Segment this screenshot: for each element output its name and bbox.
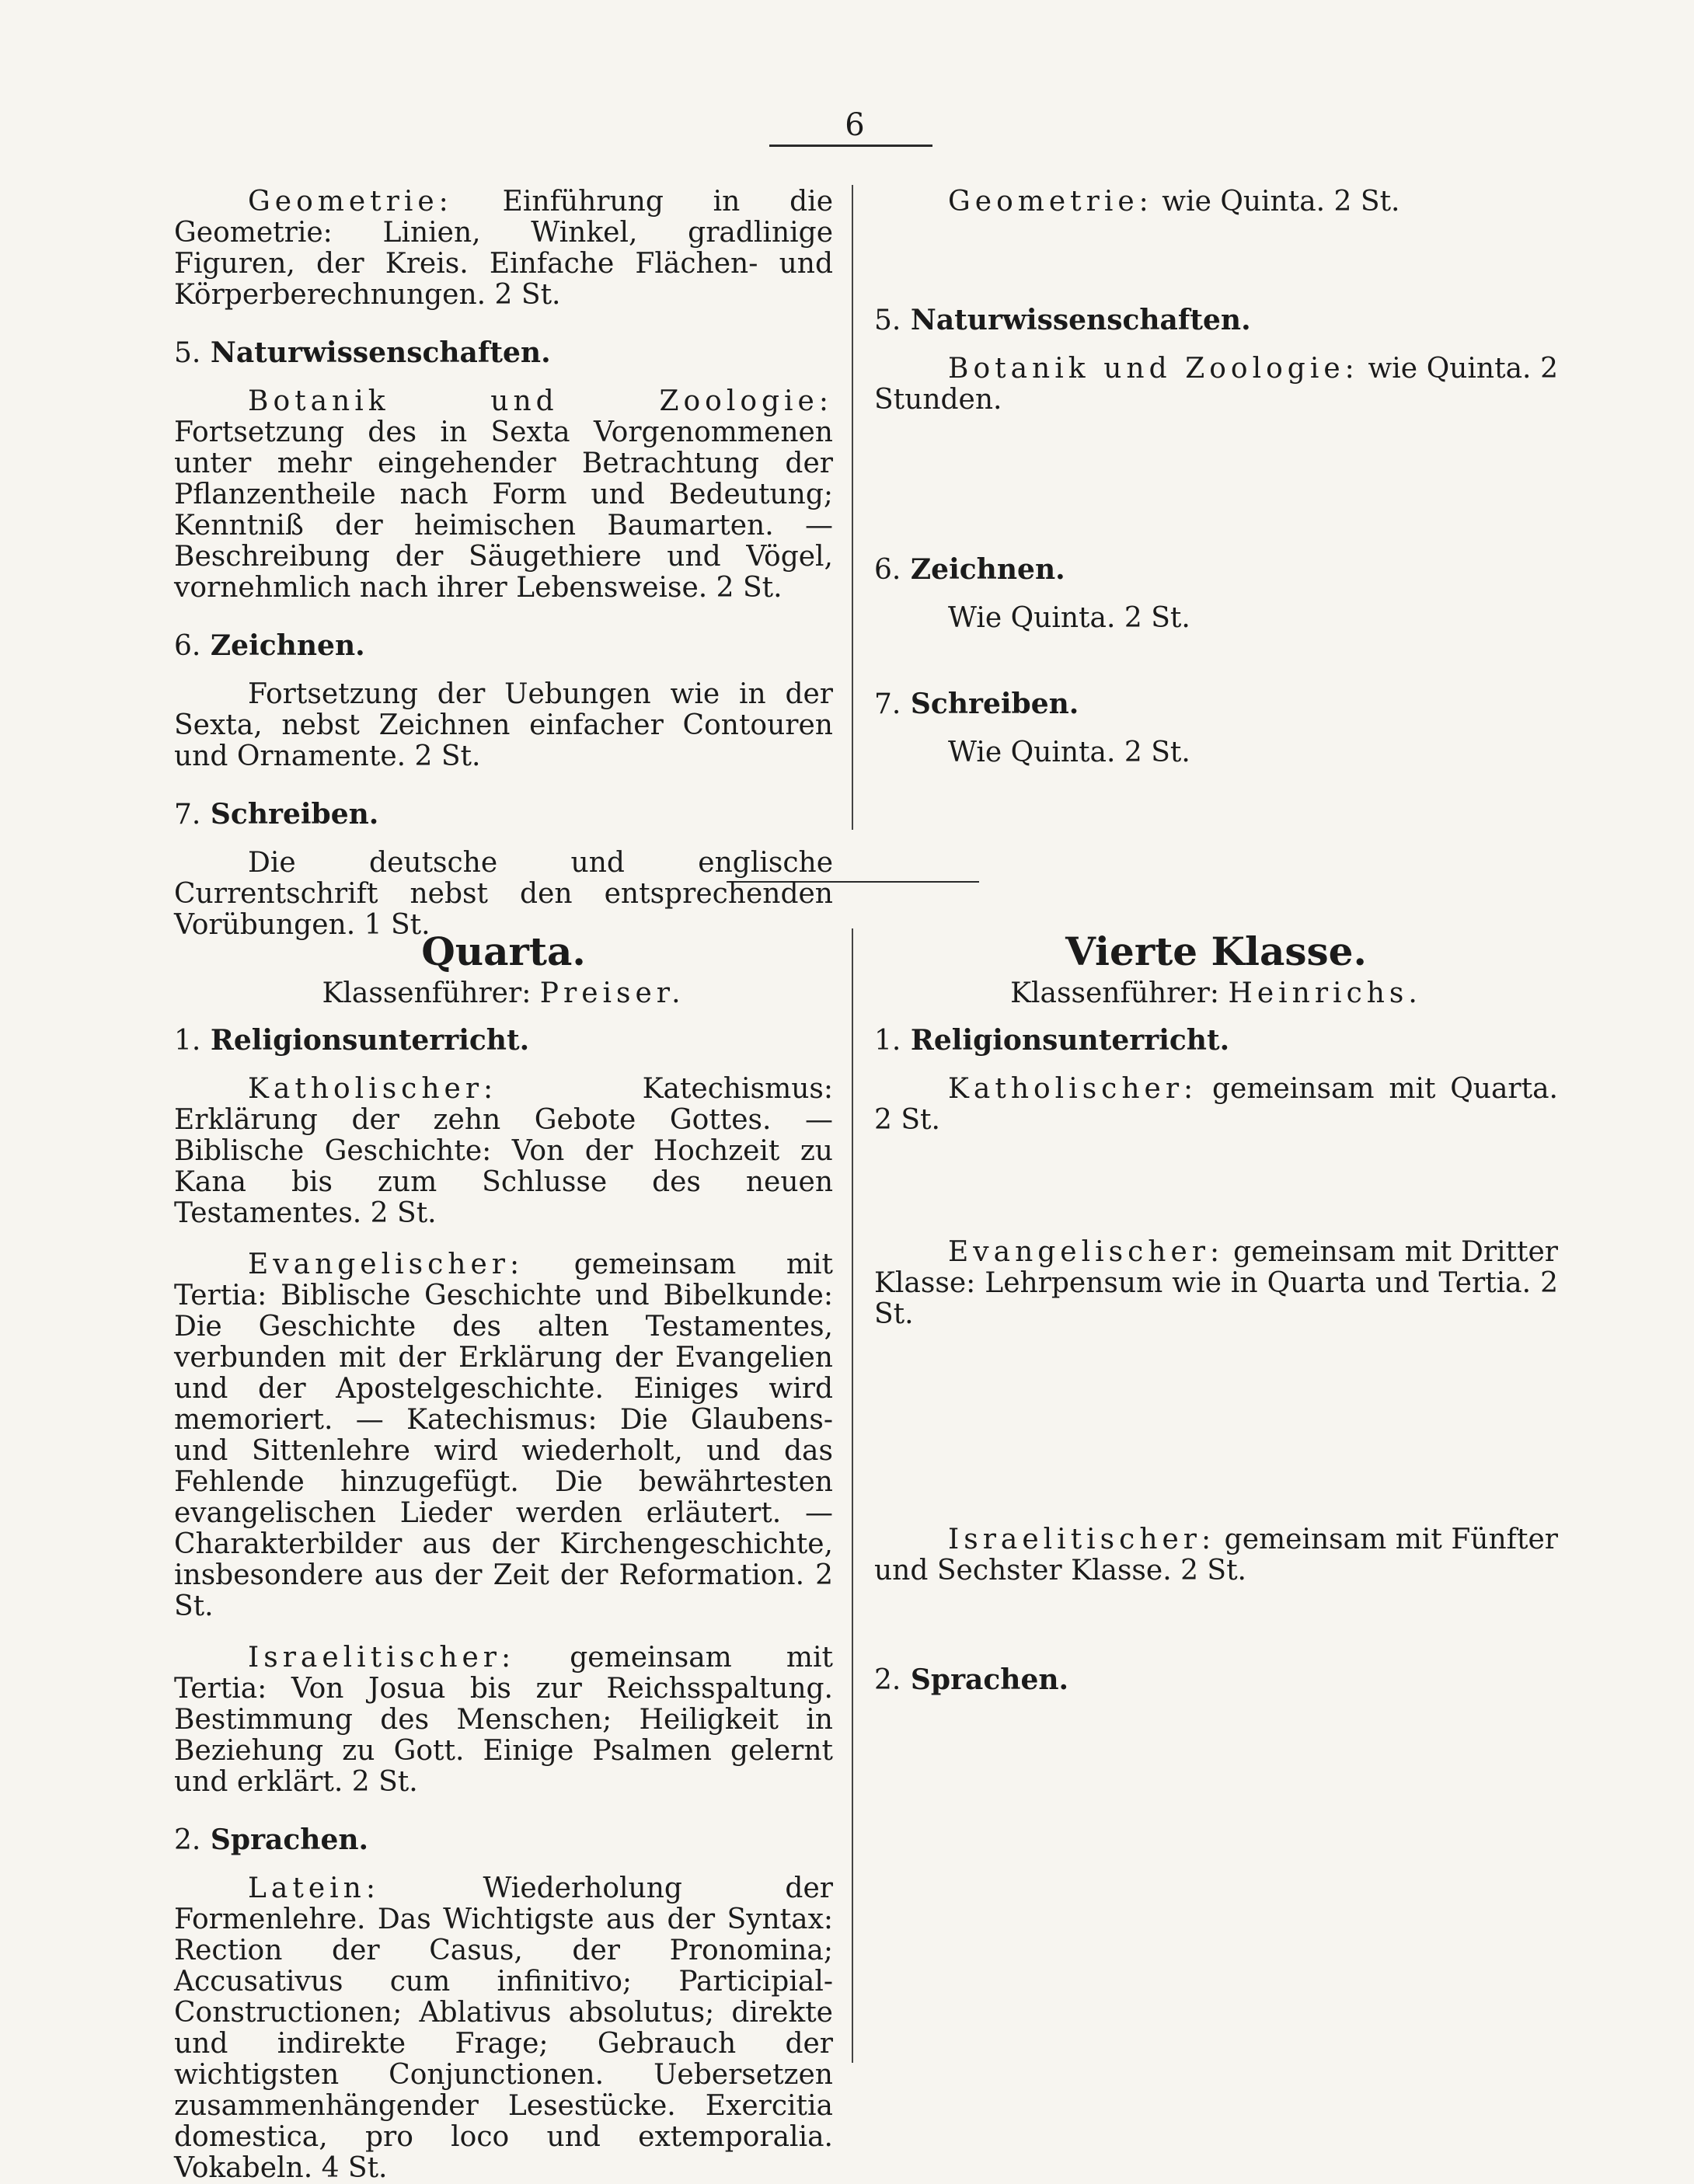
heading-religionsunterricht [874,1025,1558,1057]
botanik-label: Botanik und Zoologie: [948,353,1359,385]
heading-number: 5. [874,305,901,336]
heading-title: Naturwissenschaften. [910,304,1251,336]
heading-title: Naturwissenschaften. [210,336,551,369]
leader-label: Klassenführer: [1010,977,1219,1009]
heading-sprachen [174,1824,833,1856]
quarta-class-leader [174,978,833,1009]
heading-title: Schreiben. [910,688,1079,720]
column-divider-top [852,185,853,830]
page-number-rule [769,145,932,147]
latein-paragraph [174,1873,833,2184]
katholisch-label: Katholischer: [948,1073,1198,1105]
heading-naturwissenschaften [874,305,1558,336]
vierte-class-leader [874,978,1558,1009]
heading-number: 1. [174,1025,201,1057]
katholisch-text: Katechismus: Erklärung der zehn Gebote Gottes. — Biblische Geschichte: Von der Hochzeit zu Kana bis zum Schlusse des neuen Testamentes. 2 St. [174,1073,833,1229]
heading-number: 1. [874,1025,901,1057]
column-divider-bottom [852,928,853,2063]
quarta-title: Quarta. [421,928,586,974]
heading-title: Zeichnen. [210,629,365,662]
schreiben-paragraph: Die deutsche und englische Currentschrift nebst den entsprechenden Vorübungen. 1 St. [174,847,833,941]
geometrie-paragraph [174,186,833,311]
schreiben-paragraph: Wie Quinta. 2 St. [948,737,1190,768]
israelitisch-label: Israelitischer: [948,1524,1216,1555]
latein-label: Latein: [248,1872,380,1904]
leader-name: Preiser. [539,977,685,1009]
heading-number: 5. [174,337,201,369]
botanik-paragraph [174,386,833,604]
botanik-text: Fortsetzung des in Sexta Vorgenommenen unter mehr eingehender Betrachtung der Pflanzentheile nach Form und Bedeutung; Kenntniß der heimischen Baumarten. — Beschreibung der Säugethiere und Vögel, vornehmlich nach ihrer Lebensweise. 2 St. [174,416,833,604]
geometrie-text: Einführung in die Geometrie: Linien, Winkel, gradlinige Figuren, der Kreis. Einfache Flächen- und Körperberechnungen. 2 St. [174,186,833,311]
geometrie-text: wie Quinta. 2 St. [1162,186,1400,218]
botanik-text: wie Quinta. 2 Stunden. [874,353,1559,416]
geometrie-label: Geometrie: [948,186,1153,218]
heading-zeichnen [174,630,833,662]
israelitisch-paragraph [174,1642,833,1798]
leader-name: Heinrichs. [1228,977,1422,1009]
heading-number: 6. [874,554,901,586]
top-right-column [874,186,1558,768]
katholisch-paragraph [174,1074,833,1229]
heading-title: Sprachen. [210,1823,369,1856]
heading-zeichnen [874,554,1558,586]
israelitisch-label: Israelitischer: [248,1642,516,1674]
leader-label: Klassenführer: [322,977,532,1009]
heading-title: Sprachen. [910,1663,1069,1696]
heading-naturwissenschaften [174,337,833,369]
evangelisch-label: Evangelischer: [948,1236,1225,1268]
heading-title: Religionsunterricht. [210,1024,530,1057]
vierte-klasse-column [874,928,1558,1713]
botanik-paragraph [874,354,1558,416]
heading-schreiben [174,799,833,831]
israelitisch-text: gemeinsam mit Tertia: Von Josua bis zur Reichsspaltung. Bestimmung des Menschen; Heiligkeit in Beziehung zu Gott. Einige Psalmen gelernt und erklärt. 2 St. [174,1642,833,1798]
heading-number: 2. [174,1824,201,1856]
heading-number: 6. [174,630,201,662]
katholisch-text: gemeinsam mit Quarta. 2 St. [874,1073,1558,1136]
latein-text: Wiederholung der Formenlehre. Das Wichtigste aus der Syntax: Rection der Casus, der Pronomina; Accusativus cum infinitivo; Participial-Constructionen; Ablativus absolutus; direkte und indirekte Frage; Gebrauch der wichtigsten Conjunctionen. Uebersetzen zusammenhängender Lesestücke. Exercitia domestica, pro loco und extemporalia. Vokabeln. 4 St. [174,1872,833,2184]
vierte-klasse-title: Vierte Klasse. [1065,928,1367,974]
heading-religionsunterricht [174,1025,833,1057]
quarta-column [174,928,833,2184]
evangelisch-paragraph [874,1237,1558,1330]
katholisch-paragraph [874,1074,1558,1136]
heading-number: 7. [174,799,201,831]
geometrie-label: Geometrie: [248,186,453,218]
geometrie-paragraph [874,186,1558,218]
evangelisch-text: gemeinsam mit Dritter Klasse: Lehrpensum wie in Quarta und Tertia. 2 St. [874,1236,1558,1330]
page-number: 6 [845,107,865,143]
evangelisch-paragraph [174,1249,833,1622]
zeichnen-paragraph: Wie Quinta. 2 St. [948,602,1190,634]
heading-title: Zeichnen. [910,553,1065,586]
israelitisch-text: gemeinsam mit Fünfter und Sechster Klasse. 2 St. [874,1524,1558,1587]
zeichnen-paragraph: Fortsetzung der Uebungen wie in der Sexta, nebst Zeichnen einfacher Contouren und Ornamente. 2 St. [174,678,833,772]
botanik-label: Botanik und Zoologie: [248,385,833,417]
evangelisch-label: Evangelischer: [248,1249,525,1280]
heading-title: Religionsunterricht. [910,1024,1230,1057]
heading-number: 2. [874,1664,901,1696]
heading-sprachen [874,1664,1558,1696]
evangelisch-text: gemeinsam mit Tertia: Biblische Geschichte und Bibelkunde: Die Geschichte des alten Testamentes, verbunden mit der Erklärung der Evangelien und der Apostelgeschichte. Einiges wird memoriert. — Katechismus: Die Glaubens- und Sittenlehre wird wiederholt, und das Fehlende hinzugefügt. Die bewährtesten evangelischen Lieder werden erläutert. — Charakterbilder aus der Kirchengeschichte, insbesondere aus der Zeit der Reformation. 2 St. [174,1249,833,1622]
israelitisch-paragraph [874,1524,1558,1587]
heading-schreiben [874,688,1558,720]
katholisch-label: Katholischer: [248,1073,498,1105]
heading-number: 7. [874,688,901,720]
heading-title: Schreiben. [210,798,379,831]
top-left-column [174,186,833,941]
